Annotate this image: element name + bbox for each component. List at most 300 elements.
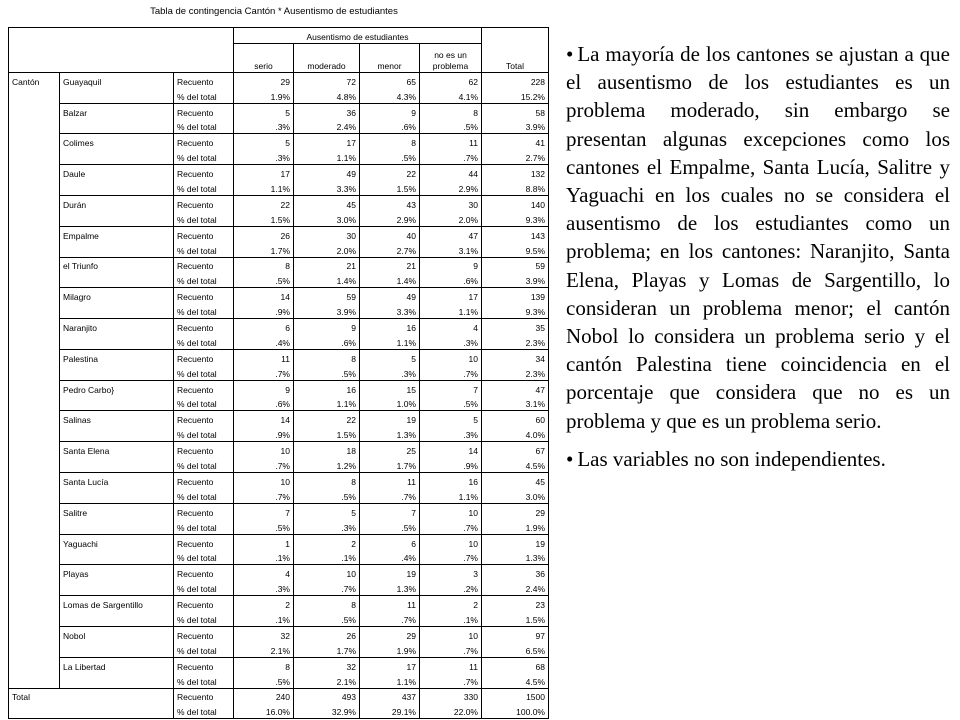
- statistic-label: Recuento: [174, 319, 234, 334]
- table-row: [9, 703, 549, 718]
- count-cell: 19: [482, 534, 549, 549]
- percent-cell: 2.9%: [420, 180, 482, 195]
- count-cell: 10: [294, 565, 360, 580]
- count-cell: 437: [360, 688, 420, 703]
- statistic-label: % del total: [174, 611, 234, 626]
- bullet-icon: •: [566, 42, 574, 66]
- count-cell: 4: [420, 319, 482, 334]
- canton-name: Guayaquil: [60, 72, 174, 87]
- count-cell: 5: [234, 134, 294, 149]
- percent-cell: .1%: [234, 611, 294, 626]
- percent-cell: .5%: [234, 272, 294, 287]
- canton-name: Naranjito: [60, 319, 174, 334]
- count-cell: 10: [420, 626, 482, 641]
- count-cell: 65: [360, 72, 420, 87]
- count-cell: 58: [482, 103, 549, 118]
- count-cell: 60: [482, 411, 549, 426]
- count-cell: 1: [234, 534, 294, 549]
- table-row: [9, 288, 549, 303]
- statistic-label: Recuento: [174, 288, 234, 303]
- table-row: [9, 242, 549, 257]
- count-cell: 493: [294, 688, 360, 703]
- table-row: [9, 457, 549, 472]
- statistic-label: Recuento: [174, 565, 234, 580]
- count-cell: 8: [294, 596, 360, 611]
- percent-cell: .7%: [360, 488, 420, 503]
- count-cell: 9: [234, 380, 294, 395]
- count-cell: 9: [420, 257, 482, 272]
- statistic-label: Recuento: [174, 596, 234, 611]
- statistic-label: Recuento: [174, 103, 234, 118]
- count-cell: 35: [482, 319, 549, 334]
- table-row: [9, 611, 549, 626]
- canton-name: Palestina: [60, 349, 174, 364]
- percent-cell: 1.7%: [294, 642, 360, 657]
- count-cell: 7: [234, 503, 294, 518]
- statistic-label: Recuento: [174, 657, 234, 672]
- canton-name: Empalme: [60, 226, 174, 241]
- count-cell: 11: [420, 657, 482, 672]
- percent-cell: 1.1%: [360, 673, 420, 688]
- column-header-moderado: moderado: [294, 43, 360, 72]
- percent-cell: 9.3%: [482, 211, 549, 226]
- count-cell: 7: [420, 380, 482, 395]
- count-cell: 14: [420, 442, 482, 457]
- table-row: [9, 519, 549, 534]
- percent-cell: 1.9%: [360, 642, 420, 657]
- count-cell: 132: [482, 165, 549, 180]
- percent-cell: .7%: [234, 365, 294, 380]
- statistic-label: Recuento: [174, 503, 234, 518]
- count-cell: 10: [420, 503, 482, 518]
- count-cell: 36: [294, 103, 360, 118]
- count-cell: 22: [360, 165, 420, 180]
- percent-cell: 2.7%: [360, 242, 420, 257]
- count-cell: 49: [360, 288, 420, 303]
- statistic-label: % del total: [174, 272, 234, 287]
- percent-cell: 4.3%: [360, 88, 420, 103]
- percent-cell: 2.4%: [482, 580, 549, 595]
- table-row: [9, 550, 549, 565]
- percent-cell: 29.1%: [360, 703, 420, 718]
- count-cell: 17: [360, 657, 420, 672]
- count-cell: 8: [294, 349, 360, 364]
- count-cell: 8: [294, 473, 360, 488]
- percent-cell: 8.8%: [482, 180, 549, 195]
- count-cell: 47: [420, 226, 482, 241]
- table-row: [9, 119, 549, 134]
- table-row: [9, 365, 549, 380]
- table-row: [9, 272, 549, 287]
- percent-cell: 4.5%: [482, 457, 549, 472]
- table-row: [9, 488, 549, 503]
- statistic-label: % del total: [174, 365, 234, 380]
- percent-cell: .3%: [234, 119, 294, 134]
- percent-cell: .7%: [234, 457, 294, 472]
- percent-cell: 3.9%: [294, 303, 360, 318]
- table-row: [9, 226, 549, 241]
- percent-cell: .5%: [234, 673, 294, 688]
- percent-cell: 3.9%: [482, 272, 549, 287]
- count-cell: 30: [420, 196, 482, 211]
- statistic-label: % del total: [174, 642, 234, 657]
- total-label: Total: [9, 688, 60, 703]
- statistic-label: Recuento: [174, 380, 234, 395]
- percent-cell: 2.4%: [294, 119, 360, 134]
- canton-name: La Libertad: [60, 657, 174, 672]
- table-row: [9, 134, 549, 149]
- count-cell: 8: [420, 103, 482, 118]
- group-header: Ausentismo de estudiantes: [234, 28, 482, 44]
- canton-name: Lomas de Sargentillo: [60, 596, 174, 611]
- percent-cell: 1.2%: [294, 457, 360, 472]
- statistic-label: % del total: [174, 550, 234, 565]
- percent-cell: 2.0%: [420, 211, 482, 226]
- count-cell: 140: [482, 196, 549, 211]
- statistic-label: % del total: [174, 488, 234, 503]
- count-cell: 8: [360, 134, 420, 149]
- column-header-serio: serio: [234, 43, 294, 72]
- percent-cell: .7%: [294, 580, 360, 595]
- table-row: [9, 180, 549, 195]
- percent-cell: 1.4%: [294, 272, 360, 287]
- statistic-label: Recuento: [174, 134, 234, 149]
- statistic-label: % del total: [174, 242, 234, 257]
- table-row: [9, 149, 549, 164]
- statistic-label: Recuento: [174, 226, 234, 241]
- statistic-label: Recuento: [174, 442, 234, 457]
- percent-cell: 1.0%: [360, 396, 420, 411]
- percent-cell: 4.8%: [294, 88, 360, 103]
- count-cell: 10: [234, 473, 294, 488]
- percent-cell: 2.1%: [294, 673, 360, 688]
- table-row: [9, 642, 549, 657]
- count-cell: 19: [360, 411, 420, 426]
- percent-cell: .5%: [420, 119, 482, 134]
- table-row: [9, 303, 549, 318]
- table-row: [9, 657, 549, 672]
- table-row: [9, 319, 549, 334]
- percent-cell: 1.5%: [234, 211, 294, 226]
- table-row: [9, 349, 549, 364]
- percent-cell: .9%: [420, 457, 482, 472]
- table-row: [9, 673, 549, 688]
- statistic-label: % del total: [174, 211, 234, 226]
- count-cell: 5: [294, 503, 360, 518]
- count-cell: 330: [420, 688, 482, 703]
- count-cell: 34: [482, 349, 549, 364]
- count-cell: 8: [234, 657, 294, 672]
- percent-cell: .5%: [234, 519, 294, 534]
- table-row: [9, 442, 549, 457]
- count-cell: 7: [360, 503, 420, 518]
- contingency-table: [8, 27, 549, 719]
- bullet-icon: •: [566, 446, 574, 471]
- percent-cell: 32.9%: [294, 703, 360, 718]
- percent-cell: .6%: [294, 334, 360, 349]
- canton-name: Santa Elena: [60, 442, 174, 457]
- statistic-label: % del total: [174, 88, 234, 103]
- percent-cell: 9.3%: [482, 303, 549, 318]
- column-header-no-es-un-problema: no es un problema: [420, 43, 482, 72]
- table-row: [9, 580, 549, 595]
- percent-cell: 1.3%: [360, 580, 420, 595]
- percent-cell: 1.1%: [360, 334, 420, 349]
- column-header-menor: menor: [360, 43, 420, 72]
- percent-cell: .3%: [360, 365, 420, 380]
- paragraph-text-2: Las variables no son independientes.: [577, 446, 886, 471]
- statistic-label: % del total: [174, 303, 234, 318]
- count-cell: 18: [294, 442, 360, 457]
- percent-cell: .1%: [294, 550, 360, 565]
- statistic-label: Recuento: [174, 688, 234, 703]
- count-cell: 2: [420, 596, 482, 611]
- count-cell: 17: [420, 288, 482, 303]
- count-cell: 29: [360, 626, 420, 641]
- count-cell: 6: [234, 319, 294, 334]
- percent-cell: 2.9%: [360, 211, 420, 226]
- count-cell: 14: [234, 411, 294, 426]
- table-row: [9, 688, 549, 703]
- percent-cell: .4%: [360, 550, 420, 565]
- percent-cell: .7%: [420, 642, 482, 657]
- percent-cell: .2%: [420, 580, 482, 595]
- count-cell: 22: [234, 196, 294, 211]
- table-row: [9, 257, 549, 272]
- count-cell: 32: [294, 657, 360, 672]
- count-cell: 14: [234, 288, 294, 303]
- statistic-label: % del total: [174, 396, 234, 411]
- canton-name: Colimes: [60, 134, 174, 149]
- percent-cell: .7%: [420, 365, 482, 380]
- canton-name: Milagro: [60, 288, 174, 303]
- percent-cell: .7%: [420, 673, 482, 688]
- count-cell: 41: [482, 134, 549, 149]
- canton-name: Salinas: [60, 411, 174, 426]
- percent-cell: 2.7%: [482, 149, 549, 164]
- count-cell: 240: [234, 688, 294, 703]
- table-row: [9, 534, 549, 549]
- statistic-label: Recuento: [174, 196, 234, 211]
- count-cell: 6: [360, 534, 420, 549]
- percent-cell: .1%: [420, 611, 482, 626]
- percent-cell: .6%: [360, 119, 420, 134]
- percent-cell: 1.1%: [294, 149, 360, 164]
- canton-name: Pedro Carbo}: [60, 380, 174, 395]
- percent-cell: .3%: [294, 519, 360, 534]
- percent-cell: .5%: [294, 365, 360, 380]
- count-cell: 30: [294, 226, 360, 241]
- percent-cell: 9.5%: [482, 242, 549, 257]
- percent-cell: 1.5%: [294, 426, 360, 441]
- count-cell: 19: [360, 565, 420, 580]
- count-cell: 2: [294, 534, 360, 549]
- percent-cell: 3.1%: [482, 396, 549, 411]
- percent-cell: 3.9%: [482, 119, 549, 134]
- table-row: [9, 473, 549, 488]
- count-cell: 16: [360, 319, 420, 334]
- percent-cell: 3.3%: [294, 180, 360, 195]
- count-cell: 45: [294, 196, 360, 211]
- count-cell: 5: [360, 349, 420, 364]
- percent-cell: .3%: [420, 334, 482, 349]
- paragraph-text-1: La mayoría de los cantones se ajustan a que el ausentismo de los estudiantes es un problema moderado, sin embargo se presentan algunas excepciones como los cantones el Empalme, Santa Lucía, Salitre y Yaguachi en los cuales no se considera el ausentismo de los estudiantes como un problema; en los cantones: Naranjito, Santa Elena, Playas y Lomas de Sargentillo, lo consideran un problema menor; el cantón Nobol lo considera un problema serio y el cantón Palestina tiene coincidencia en el porcentaje que considera que no es un problema y que es un problema serio.: [566, 42, 950, 433]
- count-cell: 26: [234, 226, 294, 241]
- count-cell: 62: [420, 72, 482, 87]
- percent-cell: .6%: [234, 396, 294, 411]
- count-cell: 4: [234, 565, 294, 580]
- count-cell: 10: [234, 442, 294, 457]
- percent-cell: 2.3%: [482, 365, 549, 380]
- percent-cell: 1.7%: [360, 457, 420, 472]
- count-cell: 40: [360, 226, 420, 241]
- percent-cell: 15.2%: [482, 88, 549, 103]
- count-cell: 26: [294, 626, 360, 641]
- table-row: [9, 103, 549, 118]
- statistic-label: Recuento: [174, 72, 234, 87]
- percent-cell: .7%: [420, 550, 482, 565]
- percent-cell: .5%: [420, 396, 482, 411]
- statistic-label: Recuento: [174, 473, 234, 488]
- count-cell: 5: [420, 411, 482, 426]
- count-cell: 47: [482, 380, 549, 395]
- percent-cell: 1.4%: [360, 272, 420, 287]
- count-cell: 15: [360, 380, 420, 395]
- count-cell: 32: [234, 626, 294, 641]
- canton-name: Playas: [60, 565, 174, 580]
- count-cell: 3: [420, 565, 482, 580]
- percent-cell: 1.7%: [234, 242, 294, 257]
- percent-cell: 3.0%: [294, 211, 360, 226]
- count-cell: 22: [294, 411, 360, 426]
- count-cell: 228: [482, 72, 549, 87]
- canton-name: Salitre: [60, 503, 174, 518]
- table-row: [9, 503, 549, 518]
- statistic-label: % del total: [174, 580, 234, 595]
- count-cell: 11: [420, 134, 482, 149]
- count-cell: 21: [294, 257, 360, 272]
- percent-cell: .9%: [234, 303, 294, 318]
- statistic-label: Recuento: [174, 165, 234, 180]
- count-cell: 1500: [482, 688, 549, 703]
- count-cell: 143: [482, 226, 549, 241]
- percent-cell: .4%: [234, 334, 294, 349]
- bullet-paragraph-2: [566, 445, 950, 473]
- count-cell: 29: [482, 503, 549, 518]
- percent-cell: 1.9%: [482, 519, 549, 534]
- count-cell: 59: [482, 257, 549, 272]
- commentary-panel: [566, 40, 950, 483]
- statistic-label: % del total: [174, 673, 234, 688]
- canton-name: el Triunfo: [60, 257, 174, 272]
- count-cell: 9: [294, 319, 360, 334]
- count-cell: 2: [234, 596, 294, 611]
- canton-name: Nobol: [60, 626, 174, 641]
- table-body: [9, 72, 549, 718]
- table-row: [9, 426, 549, 441]
- percent-cell: 100.0%: [482, 703, 549, 718]
- percent-cell: 1.1%: [420, 488, 482, 503]
- count-cell: 45: [482, 473, 549, 488]
- percent-cell: 1.3%: [482, 550, 549, 565]
- percent-cell: .7%: [234, 488, 294, 503]
- percent-cell: .3%: [234, 580, 294, 595]
- table-row: [9, 72, 549, 87]
- count-cell: 29: [234, 72, 294, 87]
- count-cell: 139: [482, 288, 549, 303]
- statistic-label: % del total: [174, 149, 234, 164]
- percent-cell: 1.5%: [482, 611, 549, 626]
- table-row: [9, 196, 549, 211]
- count-cell: 68: [482, 657, 549, 672]
- table-row: [9, 565, 549, 580]
- percent-cell: 1.1%: [420, 303, 482, 318]
- percent-cell: .5%: [294, 488, 360, 503]
- row-variable-label: Cantón: [9, 72, 60, 87]
- statistic-label: Recuento: [174, 411, 234, 426]
- table-row: [9, 211, 549, 226]
- count-cell: 17: [294, 134, 360, 149]
- percent-cell: 3.3%: [360, 303, 420, 318]
- statistic-label: % del total: [174, 334, 234, 349]
- count-cell: 36: [482, 565, 549, 580]
- statistic-label: % del total: [174, 703, 234, 718]
- percent-cell: 3.1%: [420, 242, 482, 257]
- count-cell: 16: [420, 473, 482, 488]
- count-cell: 67: [482, 442, 549, 457]
- count-cell: 59: [294, 288, 360, 303]
- count-cell: 11: [360, 596, 420, 611]
- count-cell: 9: [360, 103, 420, 118]
- count-cell: 11: [360, 473, 420, 488]
- percent-cell: 1.5%: [360, 180, 420, 195]
- percent-cell: 2.3%: [482, 334, 549, 349]
- count-cell: 23: [482, 596, 549, 611]
- count-cell: 17: [234, 165, 294, 180]
- percent-cell: .9%: [234, 426, 294, 441]
- statistic-label: Recuento: [174, 257, 234, 272]
- count-cell: 5: [234, 103, 294, 118]
- table-row: [9, 165, 549, 180]
- statistic-label: % del total: [174, 457, 234, 472]
- statistic-label: Recuento: [174, 534, 234, 549]
- percent-cell: 1.9%: [234, 88, 294, 103]
- canton-name: Yaguachi: [60, 534, 174, 549]
- count-cell: 97: [482, 626, 549, 641]
- percent-cell: .3%: [234, 149, 294, 164]
- percent-cell: 4.0%: [482, 426, 549, 441]
- column-header-total: Total: [482, 43, 549, 72]
- count-cell: 72: [294, 72, 360, 87]
- statistic-label: % del total: [174, 519, 234, 534]
- count-cell: 10: [420, 349, 482, 364]
- percent-cell: 1.1%: [234, 180, 294, 195]
- percent-cell: 1.3%: [360, 426, 420, 441]
- count-cell: 49: [294, 165, 360, 180]
- percent-cell: .1%: [234, 550, 294, 565]
- percent-cell: 2.0%: [294, 242, 360, 257]
- statistic-label: Recuento: [174, 349, 234, 364]
- table-row: [9, 626, 549, 641]
- canton-name: Daule: [60, 165, 174, 180]
- table-title: Tabla de contingencia Cantón * Ausentismo de estudiantes: [150, 6, 398, 17]
- count-cell: 10: [420, 534, 482, 549]
- percent-cell: .7%: [420, 149, 482, 164]
- percent-cell: .7%: [360, 611, 420, 626]
- percent-cell: .6%: [420, 272, 482, 287]
- percent-cell: 4.5%: [482, 673, 549, 688]
- percent-cell: 4.1%: [420, 88, 482, 103]
